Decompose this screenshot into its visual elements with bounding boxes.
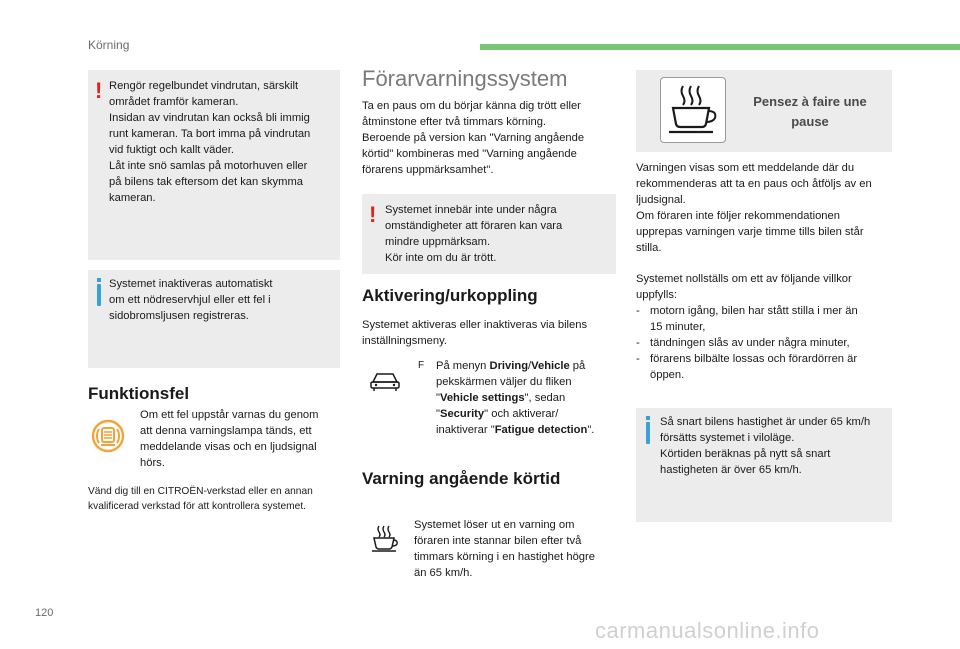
info-icon — [646, 422, 650, 444]
standby-info-text: Så snart bilens hastighet är under 65 km/h försätts systemet i viloläge. Körtiden beräknas på nytt så snart hastigheten är över 65 km/h. — [660, 416, 871, 476]
screen-icon-tile — [660, 77, 726, 143]
list-item: - motorn igång, bilen har stått stilla i mer än 15 minuter, — [636, 303, 896, 335]
fault-text: Om ett fel uppstår varnas du genom att denna varningslampa tänds, ett meddelande visas och en ljudsignal hörs. — [140, 409, 319, 469]
activation-text: Systemet aktiveras eller inaktiveras via bilens inställningsmeny. — [362, 319, 588, 347]
activation-heading: Aktivering/urkoppling — [362, 286, 538, 305]
reset-conditions-list — [636, 303, 896, 383]
deactivation-info-text: Systemet inaktiveras automatiskt om ett nödreservhjul eller ett fel i sidobromsljusen registreras. — [109, 278, 273, 322]
driving-time-heading: Varning angående körtid — [362, 469, 561, 488]
driving-time-text: Systemet löser ut en varning om föraren inte stannar bilen efter två timmars körning i en hastighet högre än 65 km/h. — [414, 519, 595, 579]
section-label: Körning — [88, 38, 130, 52]
car-settings-icon — [368, 370, 402, 392]
list-item: - tändningen slås av under några minuter, — [636, 335, 896, 351]
camera-warning-box — [88, 70, 340, 260]
standby-info-box — [636, 408, 892, 522]
camera-warning-lamp-icon — [90, 418, 126, 454]
display-text: Varningen visas som ett meddelande där du rekommenderas att ta en paus och åtföljs av en ljudsignal. Om föraren inte följer rekommendationen upprepas varningen varje timme tills bilen står stilla. — [636, 162, 872, 254]
attention-warning-box — [362, 194, 616, 274]
menu-instruction: F På menyn Driving/Vehicle på pekskärmen väljer du fliken "Vehicle settings", sedan "Security" och aktiverar/ inaktiverar "Fatigue detection". — [418, 360, 595, 436]
section-accent-bar — [480, 44, 960, 50]
deactivation-info-box — [88, 270, 340, 368]
coffee-cup-icon — [661, 78, 725, 142]
list-item: - förarens bilbälte lossas och förardörren är öppen. — [636, 351, 896, 383]
warning-exclamation-icon: ! — [369, 202, 377, 227]
watermark: carmanualsonline.info — [595, 618, 820, 643]
instruction-bullet: F — [418, 360, 425, 371]
reset-intro-text: Systemet nollställs om ett av följande villkor uppfylls: — [636, 273, 852, 301]
intro-text: Ta en paus om du börjar känna dig trött eller åtminstone efter två timmars körning. Beroende på version kan "Varning angående körtid" kombineras med "Varning angående förarens uppmärksamhet". — [362, 100, 585, 176]
page-title: Förarvarningssystem — [362, 66, 568, 91]
screen-pause-message: Pensez à faire une pause — [753, 94, 867, 129]
info-icon — [97, 284, 101, 306]
coffee-cup-icon — [370, 523, 400, 553]
attention-warning-text: Systemet innebär inte under några omständigheter att föraren kan vara mindre uppmärksam. Kör inte om du är trött. — [385, 204, 563, 264]
page-number: 120 — [35, 607, 54, 619]
warning-exclamation-icon: ! — [95, 78, 103, 103]
camera-warning-text: Rengör regelbundet vindrutan, särskilt området framför kameran. Insidan av vindrutan kan också bli immig runt kameran. Ta bort imma på vindrutan vid fuktigt och kallt väder. Låt inte snö samlas på motorhuven eller på bilens tak eftersom det kan skymma kameran. — [109, 80, 311, 204]
service-text: Vänd dig till en CITROËN-verkstad eller en annan kvalificerad verkstad för att kontrollera systemet. — [88, 486, 313, 512]
fault-heading: Funktionsfel — [88, 384, 190, 403]
